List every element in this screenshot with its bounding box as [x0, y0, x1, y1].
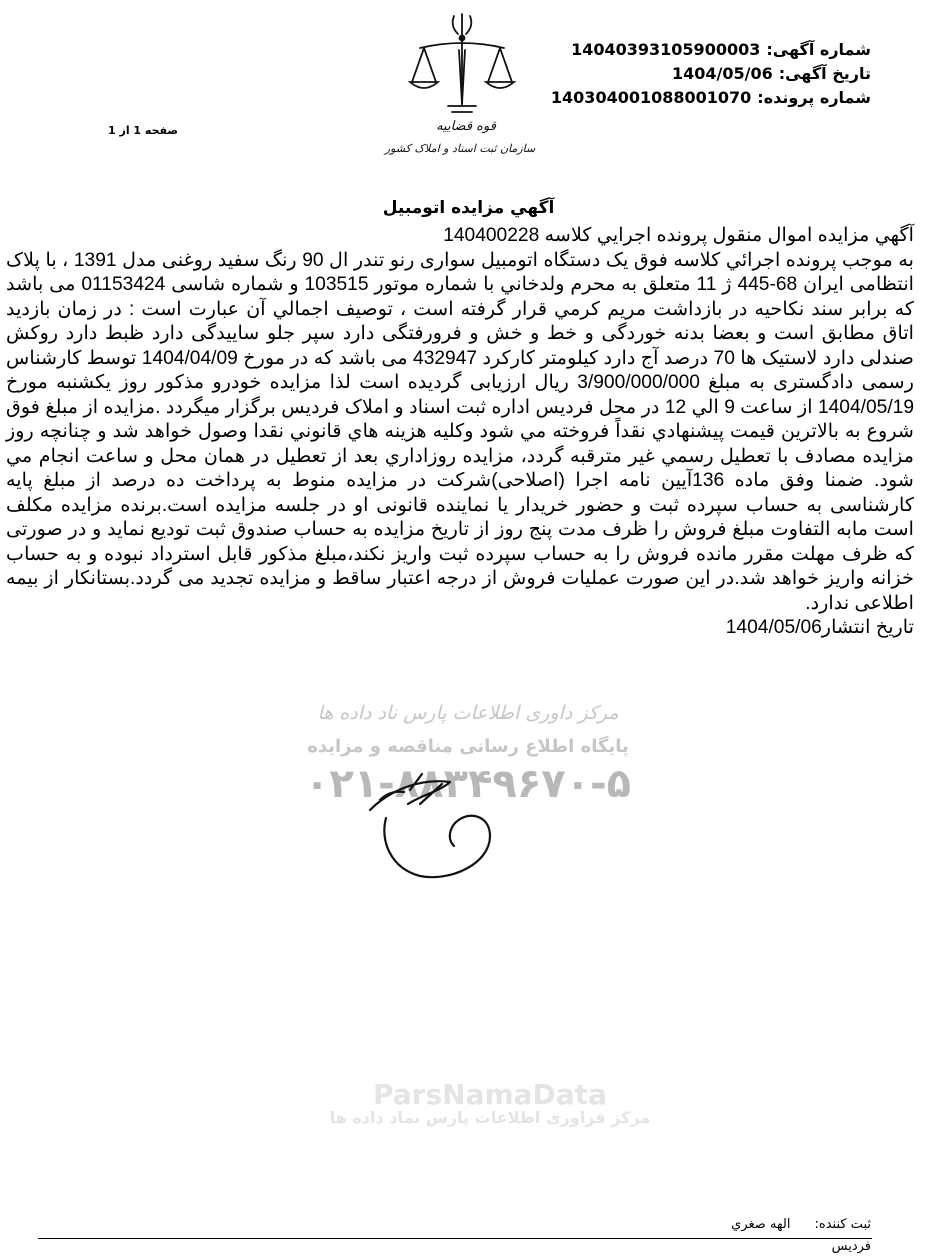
watermark-phone: ۰۲۱-۸۸۳۴۹۶۷۰-۵: [304, 761, 632, 807]
case-heading: آگهي مزايده اموال منقول پرونده اجرايي کلاسه 140400228: [443, 225, 914, 246]
notice-number-row: [545, 38, 871, 62]
faded-tagline-watermark: مرکز فراوری اطلاعات پارس نماد داده ها: [329, 1108, 651, 1127]
office-name: فرديس: [831, 1239, 871, 1254]
publication-date: تاریخ انتشار1404/05/06: [725, 617, 914, 638]
footer: [731, 1214, 871, 1258]
handwritten-signature: [350, 760, 510, 890]
notice-metadata: [545, 38, 871, 110]
notice-number-label: شماره آگهی:: [766, 40, 871, 59]
file-number-label: شماره پرونده:: [757, 88, 871, 107]
watermark-site-name: پایگاه اطلاع رسانی مناقصه و مزایده: [307, 736, 629, 757]
file-number-row: [545, 86, 871, 110]
watermark-url: مرکز داوری اطلاعات پارس ناد داده ها: [317, 702, 619, 724]
judiciary-emblem-logo: [382, 8, 552, 158]
registrar-name: الهه صغري: [731, 1217, 791, 1232]
page-number: صفحه 1 از 1: [108, 124, 179, 137]
notice-date: 1404/05/06: [671, 64, 773, 83]
notice-date-row: [545, 62, 871, 86]
file-number: 140304001088001070: [550, 88, 752, 107]
document-title: آگهي مزايده اتومبيل: [382, 198, 555, 218]
footer-divider: [38, 1238, 872, 1239]
registrar-row: [731, 1214, 871, 1236]
notice-body: [6, 224, 914, 641]
notice-number: 14040393105900003: [571, 40, 761, 59]
emblem-caption-top: قوه قضاییه: [436, 119, 496, 134]
notice-date-label: تاریخ آگهی:: [778, 64, 871, 83]
auction-description: به موجب پرونده اجرائي کلاسه فوق يک دستگاه اتومبیل سواری رنو تندر ال 90 رنگ سفید روغنی مدل 1391 ، با پلاک انتظامی ایران 68-445 ژ 11 متعلق به محرم ولدخاني با شماره موتور 103515 و شماره شاسی 01153424 می باشد که برابر سند نکاحیه در بازداشت مریم کرمي قرار گرفته است ، توصيف اجمالي آن عبارت است : در زمان بازدید اتاق مطابق است و بعضا بدنه خوردگی و خط و خش و فرورفتگی دارد سپر جلو ساییدگی دارد ظبط دارد روکش صندلی دارد لاستیک ها 70 درصد آج دارد کیلومتر کارکرد 432947 می باشد که در مورخ 1404/04/09 توسط کارشناس رسمی دادگستری به مبلغ 3/900/000/000 ريال ارزيابی گرديده است لذا مزايده خودرو مذکور روز يکشنبه مورخ 1404/05/19 از ساعت 9 الي 12 در محل فرديس اداره ثبت اسناد و املاک فرديس برگزار ميگردد .مزايده از مبلغ فوق شروع به بالاترين قيمت پيشنهادي نقداً فروخته مي شود وکليه هزينه هاي قانوني نقدا وصول خواهد شد و چنانچه روز مزايده مصادف با تعطيل رسمي غير مترقبه گردد، مزايده روزاداري بعد از تعطيل در همان محل و ساعت انجام مي شود. ضمنا وفق ماده 136آيين نامه اجرا (اصلاحی)شرکت در مزایده منوط به پرداخت ده درصد از مبلغ پایه کارشناسی به حساب سپرده ثبت و حضور خریدار یا نماینده قانونی او در جلسه مزایده است.برنده مزایده مکلف است مابه التفاوت مبلغ فروش را ظرف مدت پنج روز از تاریخ مزایده به حساب صندوق ثبت تودیع نماید و در صورتی که ظرف مهلت مقرر مانده فروش را به حساب سپرده ثبت واریز نکند،مبلغ مذکور قابل استرداد نبوده و به حساب خزانه واریز خواهد شد.در این صورت عملیات فروش از درجه اعتبار ساقط و مزایده تجدید می گردد.بستانکار از بیمه اطلاعی ندارد.: [6, 249, 915, 614]
faded-brand-watermark: ParsNamaData: [373, 1078, 607, 1111]
registrar-label: ثبت کننده:: [814, 1217, 871, 1232]
emblem-caption-bottom: سازمان ثبت اسناد و املاک کشور: [384, 142, 536, 155]
